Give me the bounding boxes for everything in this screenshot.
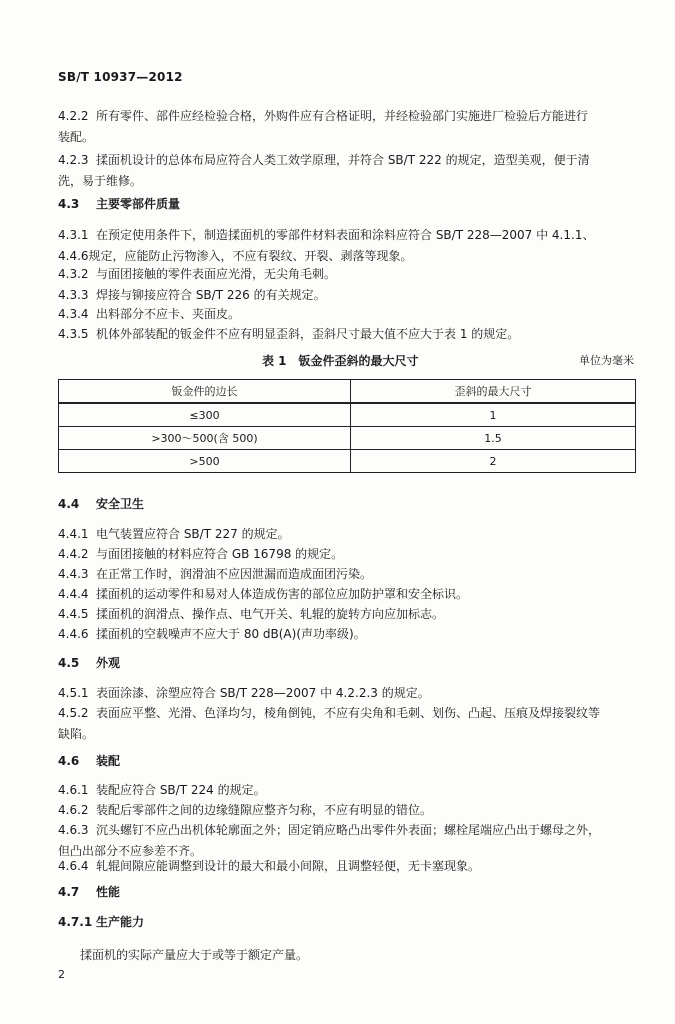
clause-number: 4.6.2 xyxy=(58,803,89,817)
section-title: 外观 xyxy=(96,656,121,670)
clause-4-3-5 xyxy=(58,324,636,345)
clause-number: 4.3.5 xyxy=(58,327,89,341)
clause-text: 焊接与铆接应符合 SB/T 226 的有关规定。 xyxy=(96,288,326,302)
table-1 xyxy=(58,379,636,473)
section-number: 4.7 xyxy=(58,885,80,899)
clause-text: 在正常工作时，润滑油不应因泄漏而造成面团污染。 xyxy=(96,567,373,581)
clause-number: 4.6.3 xyxy=(58,823,89,837)
clause-4-3-4 xyxy=(58,304,636,325)
clause-number: 4.4.5 xyxy=(58,607,89,621)
section-title: 主要零部件质量 xyxy=(96,197,181,211)
clause-4-3-2 xyxy=(58,264,636,285)
clause-text-continuation: 但凸出部分不应参差不齐。 xyxy=(58,844,203,858)
section-title: 装配 xyxy=(96,754,121,768)
clause-number: 4.3.1 xyxy=(58,228,89,242)
max-skew-cell: 2 xyxy=(351,450,636,473)
clause-4-4-1 xyxy=(58,524,636,545)
max-skew-cell: 1 xyxy=(351,403,636,427)
clause-4-5-2 xyxy=(58,703,636,745)
table-header-row xyxy=(59,380,636,404)
clause-4-4-6 xyxy=(58,624,636,645)
clause-text: 装配应符合 SB/T 224 的规定。 xyxy=(96,783,266,797)
clause-4-6-1 xyxy=(58,780,636,801)
clause-4-4-3 xyxy=(58,564,636,585)
clause-number: 4.4.3 xyxy=(58,567,89,581)
clause-4-6-4 xyxy=(58,856,636,877)
clause-4-4-4 xyxy=(58,584,636,605)
clause-number: 4.4.6 xyxy=(58,627,89,641)
clause-text: 揉面机的运动零件和易对人体造成伤害的部位应加防护罩和安全标识。 xyxy=(96,587,469,601)
clause-text: 电气装置应符合 SB/T 227 的规定。 xyxy=(96,527,290,541)
clause-number: 4.5.2 xyxy=(58,706,89,720)
section-4-3-heading xyxy=(58,194,636,215)
section-4-6-heading xyxy=(58,751,636,772)
table-title: 表 1 钣金件歪斜的最大尺寸 xyxy=(262,354,419,368)
section-title: 安全卫生 xyxy=(96,497,145,511)
section-4-5-heading xyxy=(58,653,636,674)
section-4-4-heading xyxy=(58,494,636,515)
clause-4-5-1 xyxy=(58,683,636,704)
clause-number: 4.4.2 xyxy=(58,547,89,561)
clause-number: 4.3.2 xyxy=(58,267,89,281)
clause-text: 表面涂漆、涂塑应符合 SB/T 228—2007 中 4.2.2.3 的规定。 xyxy=(96,686,430,700)
clause-number: 4.6.4 xyxy=(58,859,89,873)
clause-4-4-2 xyxy=(58,544,636,565)
clause-text: 沉头螺钉不应凸出机体轮廓面之外；固定销应略凸出零件外表面；螺栓尾端应凸出于螺母之外， xyxy=(96,823,601,837)
clause-text: 所有零件、部件应经检验合格，外购件应有合格证明，并经检验部门实施进厂检验后方能进行 xyxy=(96,109,589,123)
clause-number: 4.4.1 xyxy=(58,527,89,541)
clause-4-3-1 xyxy=(58,225,636,267)
clause-number: 4.6.1 xyxy=(58,783,89,797)
clause-text: 与面团接触的材料应符合 GB 16798 的规定。 xyxy=(96,547,344,561)
clause-number: 4.2.2 xyxy=(58,109,89,123)
clause-text-continuation: 装配。 xyxy=(58,130,95,144)
clause-number: 4.7.1 xyxy=(58,915,93,929)
clause-4-6-2 xyxy=(58,800,636,821)
edge-length-cell: >300～500(含 500) xyxy=(59,427,351,450)
clause-text: 揉面机设计的总体布局应符合人类工效学原理，并符合 SB/T 222 的规定，造型美观，便于清 xyxy=(96,153,590,167)
clause-number: 4.3.3 xyxy=(58,288,89,302)
section-number: 4.6 xyxy=(58,754,80,768)
table-row xyxy=(59,403,636,427)
clause-text: 装配后零部件之间的边缘缝隙应整齐匀称，不应有明显的错位。 xyxy=(96,803,433,817)
body-text: 揉面机的实际产量应大于或等于额定产量。 xyxy=(80,948,309,962)
clause-number: 4.2.3 xyxy=(58,153,89,167)
clause-text-continuation: 洗，易于维修。 xyxy=(58,174,143,188)
clause-4-3-3 xyxy=(58,285,636,306)
column-header-max-skew: 歪斜的最大尺寸 xyxy=(351,380,636,404)
clause-text: 揉面机的润滑点、操作点、电气开关、轧辊的旋转方向应加标志。 xyxy=(96,607,445,621)
max-skew-cell: 1.5 xyxy=(351,427,636,450)
table-1-caption xyxy=(58,352,636,372)
clause-number: 4.5.1 xyxy=(58,686,89,700)
clause-4-2-3 xyxy=(58,150,636,192)
standard-number-header: SB/T 10937—2012 xyxy=(58,70,183,84)
section-number: 4.3 xyxy=(58,197,80,211)
clause-text: 在预定使用条件下，制造揉面机的零部件材料表面和涂料应符合 SB/T 228—2007 中 4.1.1、 xyxy=(96,228,595,242)
clause-text: 揉面机的空载噪声不应大于 80 dB(A)(声功率级)。 xyxy=(96,627,366,641)
clause-4-4-5 xyxy=(58,604,636,625)
table-row xyxy=(59,450,636,473)
clause-text-continuation: 缺陷。 xyxy=(58,727,95,741)
clause-number: 4.3.4 xyxy=(58,307,89,321)
section-number: 4.4 xyxy=(58,497,80,511)
clause-text-continuation: 4.4.6规定，应能防止污物渗入，不应有裂纹、开裂、剥落等现象。 xyxy=(58,249,413,263)
clause-text: 表面应平整、光滑、色泽均匀，棱角倒钝，不应有尖角和毛刺、划伤、凸起、压痕及焊接裂纹等 xyxy=(96,706,601,720)
table-row xyxy=(59,427,636,450)
clause-title: 生产能力 xyxy=(96,915,145,929)
table-unit: 单位为毫米 xyxy=(579,354,634,367)
edge-length-cell: >500 xyxy=(59,450,351,473)
clause-4-7-1-heading xyxy=(58,912,636,933)
section-4-7-heading xyxy=(58,882,636,903)
clause-text: 机体外部装配的钣金件不应有明显歪斜，歪斜尺寸最大值不应大于表 1 的规定。 xyxy=(96,327,520,341)
clause-number: 4.4.4 xyxy=(58,587,89,601)
clause-text: 出料部分不应卡、夹面皮。 xyxy=(96,307,241,321)
page-number: 2 xyxy=(58,968,65,981)
edge-length-cell: ≤300 xyxy=(59,403,351,427)
clause-text: 与面团接触的零件表面应光滑，无尖角毛刺。 xyxy=(96,267,337,281)
section-title: 性能 xyxy=(96,885,121,899)
section-number: 4.5 xyxy=(58,656,80,670)
column-header-edge-length: 钣金件的边长 xyxy=(59,380,351,404)
clause-text: 轧辊间隙应能调整到设计的最大和最小间隙，且调整轻便，无卡塞现象。 xyxy=(96,859,481,873)
clause-4-2-2 xyxy=(58,106,636,148)
